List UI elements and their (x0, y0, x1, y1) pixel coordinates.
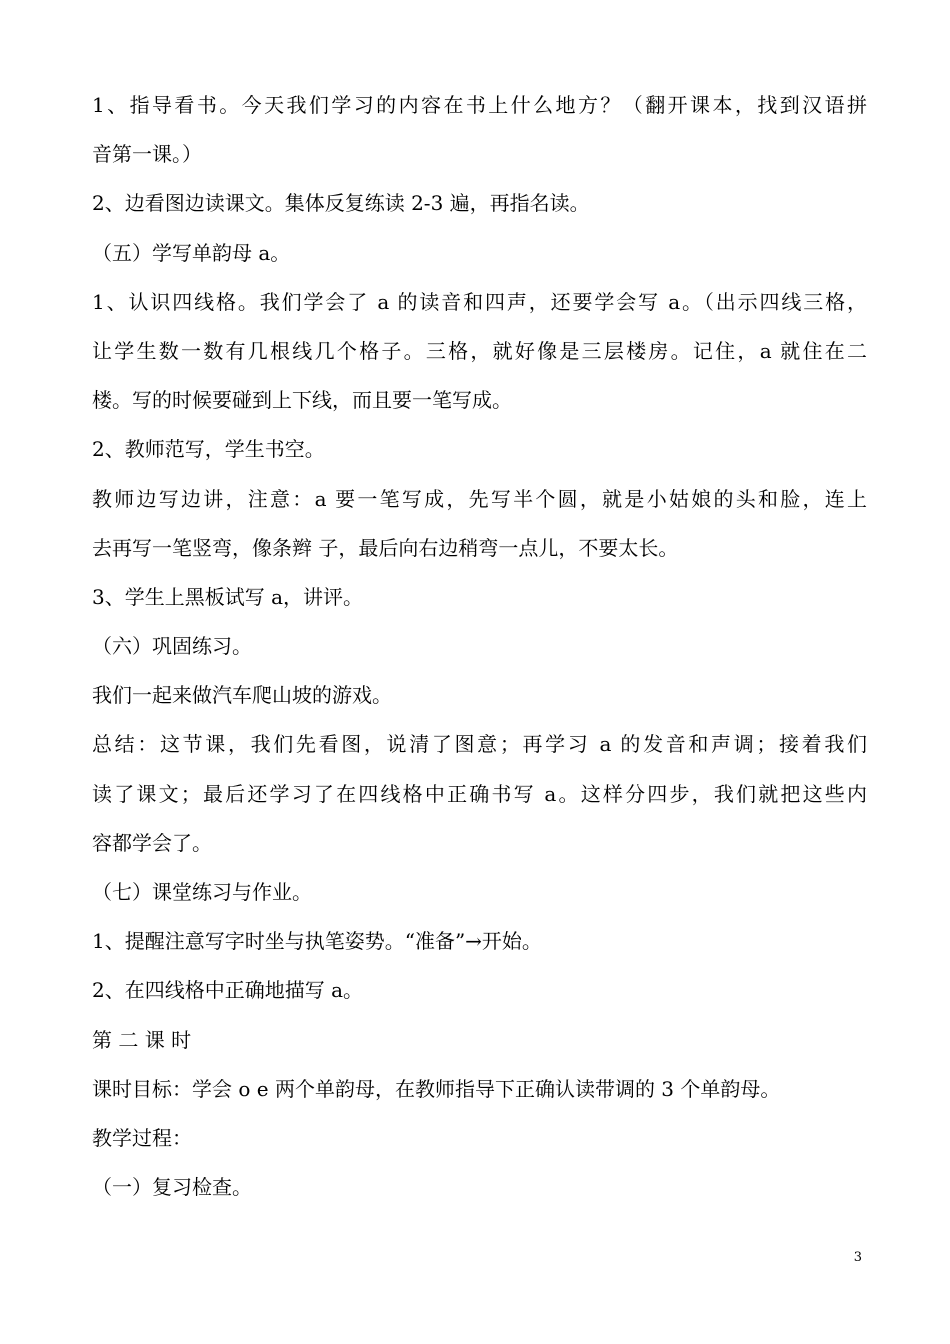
text-line: 音第一课。） (92, 142, 202, 167)
text-line: 楼。写的时候要碰到上下线，而且要一笔写成。 (92, 388, 512, 413)
text-line: 让学生数一数有几根线几个格子。三格，就好像是三层楼房。记住，a 就住在二 (92, 338, 867, 363)
text-line: 我们一起来做汽车爬山坡的游戏。 (92, 683, 392, 708)
text-line: 2、教师范写，学生书空。 (92, 437, 325, 462)
text-line: 1、指导看书。今天我们学习的内容在书上什么地方？（翻开课本，找到汉语拼 (92, 93, 867, 117)
section-heading: （六）巩固练习。 (92, 634, 252, 659)
section-heading: （七）课堂练习与作业。 (92, 880, 312, 904)
text-line: 教学过程： (92, 1125, 192, 1150)
lesson-heading: 第 二 课 时 (92, 1027, 192, 1052)
text-line: 去再写一笔竖弯，像条辫 子，最后向右边稍弯一点儿，不要太长。 (92, 535, 679, 560)
text-line: 2、在四线格中正确地描写 a。 (92, 978, 364, 1003)
text-line: 教师边写边讲，注意：a 要一笔写成，先写半个圆，就是小姑娘的头和脸，连上 (92, 486, 867, 511)
text-line: 3、学生上黑板试写 a，讲评。 (92, 584, 364, 609)
text-line: 总结：这节课，我们先看图，说清了图意；再学习 a 的发音和声调；接着我们 (92, 732, 867, 757)
text-line: 1、认识四线格。我们学会了 a 的读音和四声，还要学会写 a。（出示四线三格， (92, 289, 867, 314)
text-line: 课时目标：学会 o e 两个单韵母，在教师指导下正确认读带调的 3 个单韵母。 (92, 1076, 781, 1101)
section-heading: （一）复习检查。 (92, 1175, 252, 1200)
text-line: 读了课文；最后还学习了在四线格中正确书写 a。这样分四步，我们就把这些内 (92, 781, 867, 806)
document-body (92, 93, 867, 1224)
text-line: 2、边看图边读课文。集体反复练读 2-3 遍，再指名读。 (92, 191, 590, 216)
text-line: 1、提醒注意写字时坐与执笔姿势。“准备”→开始。 (92, 929, 542, 954)
page-number: 3 (853, 1250, 862, 1265)
text-line: 容都学会了。 (92, 830, 212, 855)
section-heading: （五）学写单韵母 a。 (92, 240, 291, 265)
